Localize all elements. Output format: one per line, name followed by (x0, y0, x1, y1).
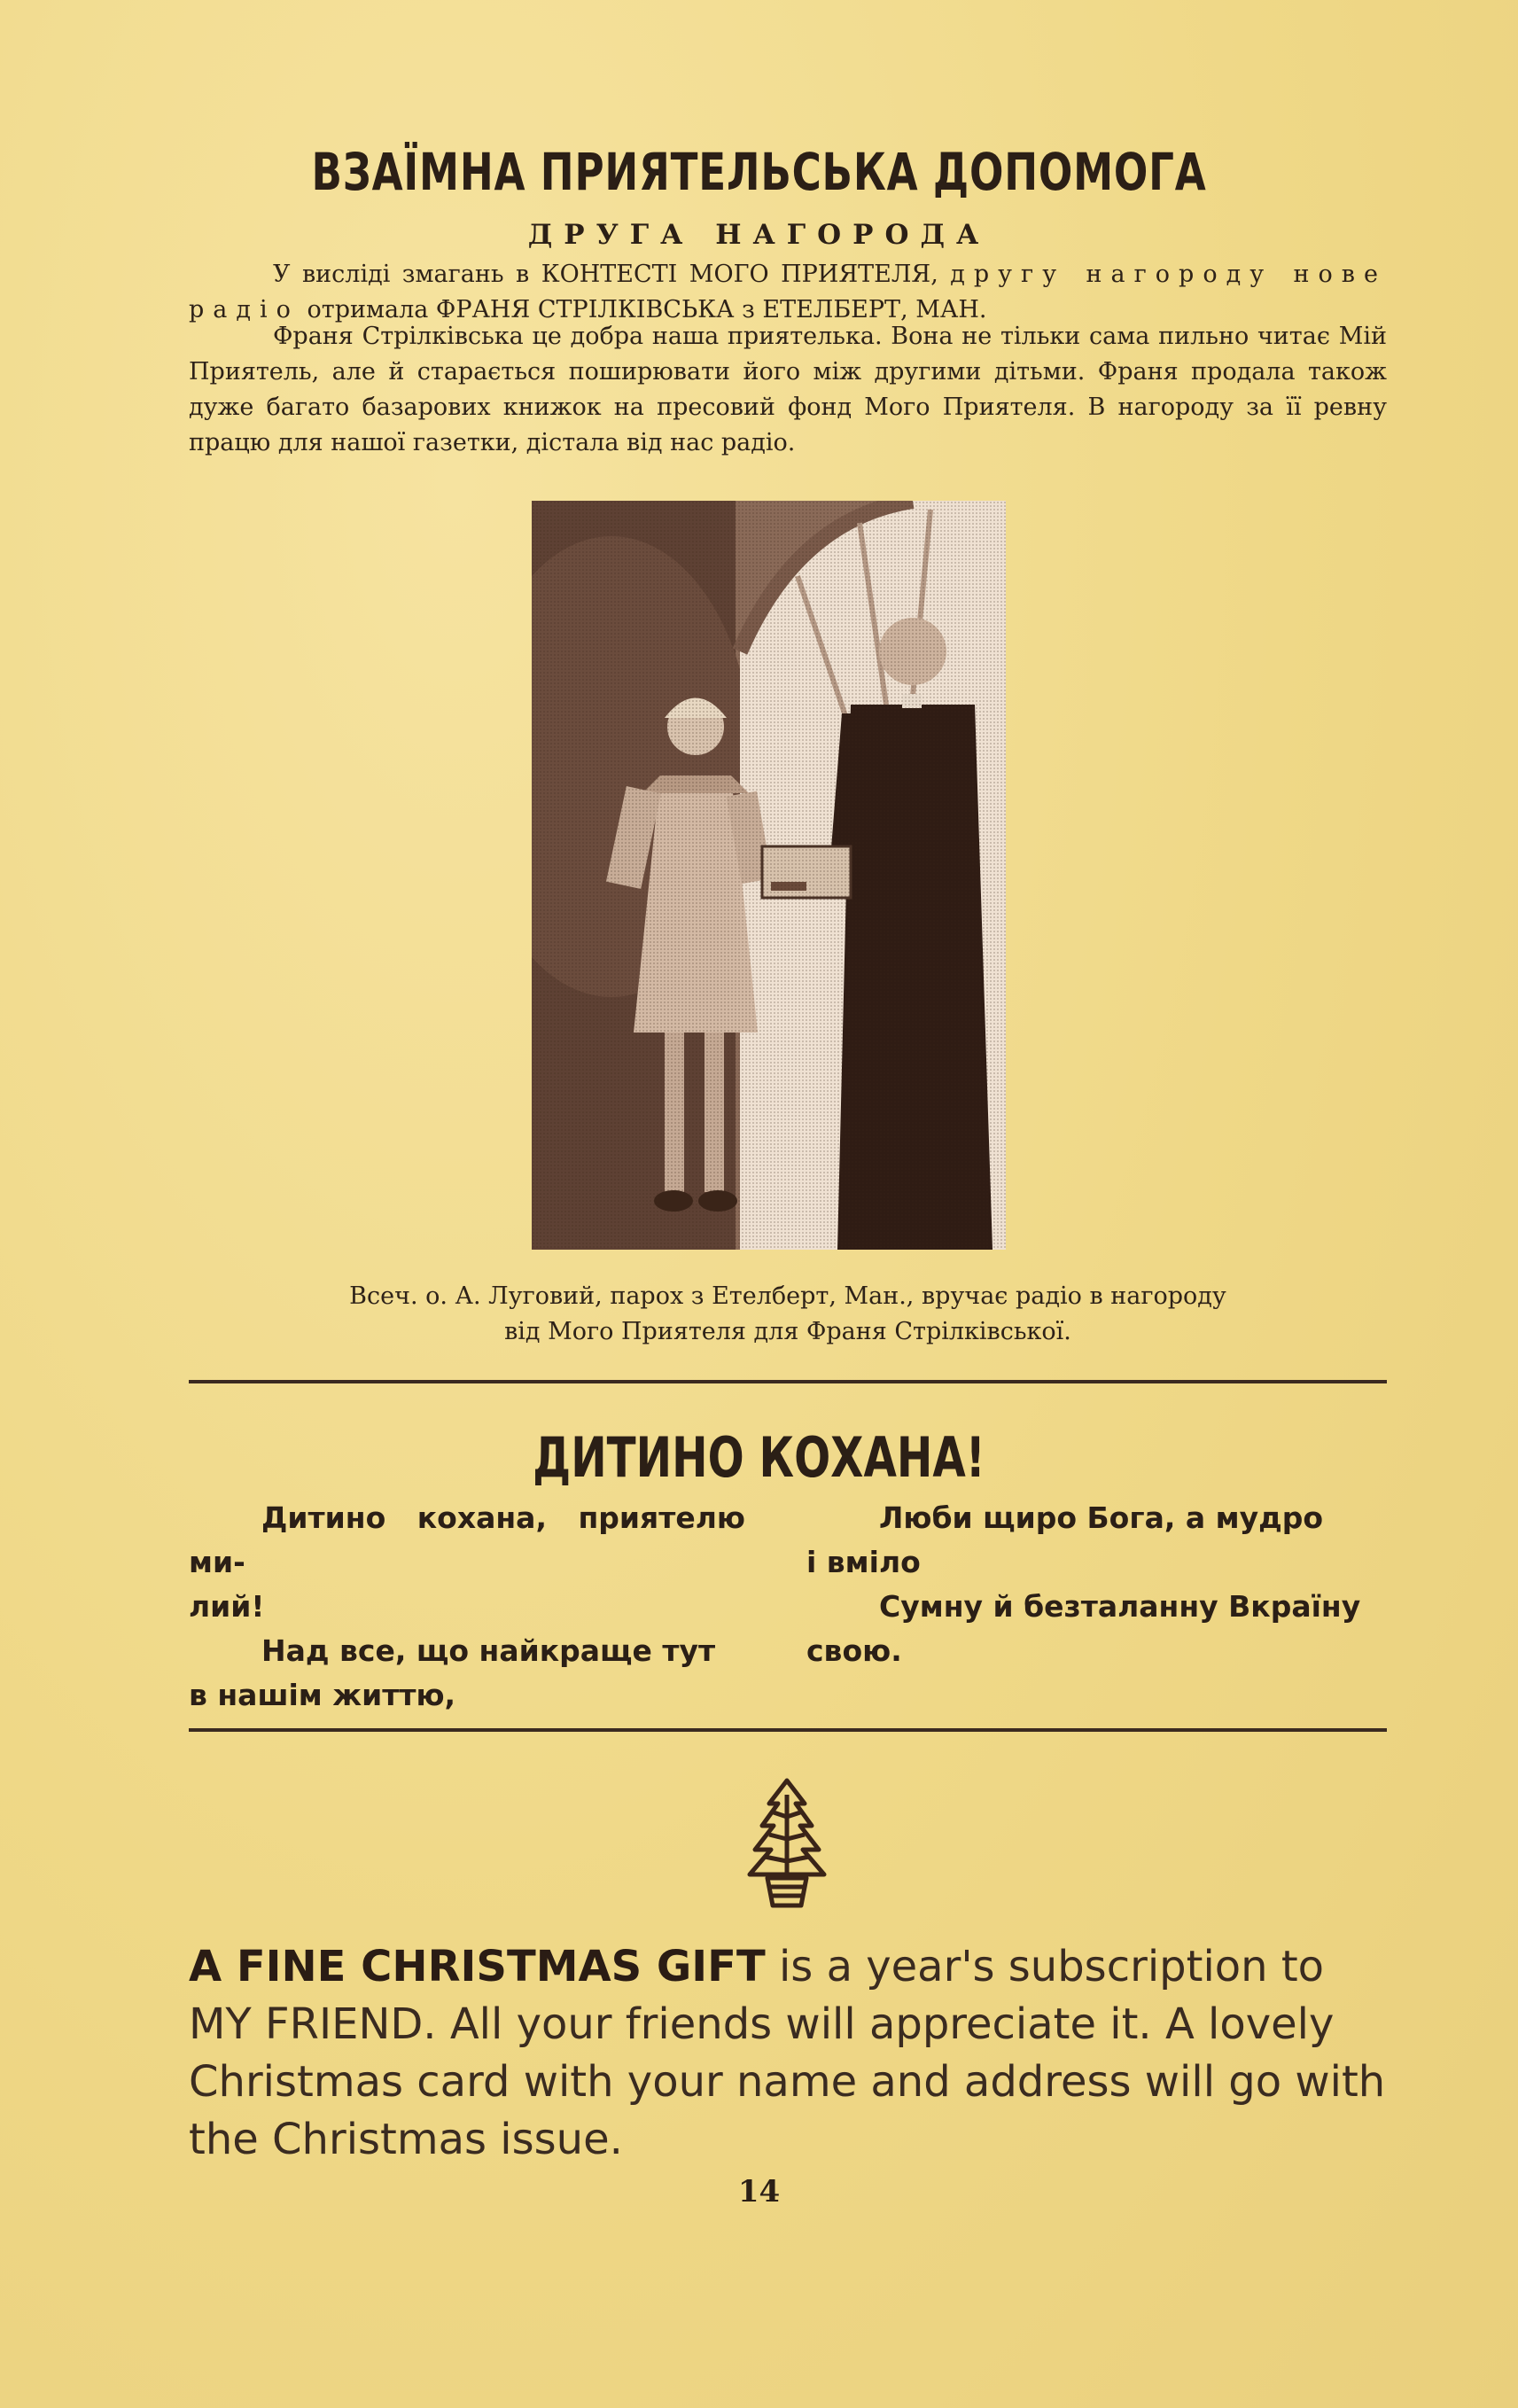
poem-left-line-2: лий! (189, 1589, 265, 1624)
ad-text: is a year's subscription to MY FRIEND. All your friends will appreciate it. A lovely Christmas card with your name and address will go with the Christmas issue. (189, 1942, 1386, 2164)
article-paragraph-2: Франя Стрілківська це добра наша приятелька. Вона не тільки сама пильно читає Мій Приятель, але й старається поширювати його між другими дітьми. Франя продала також дуже багато базарових книжок на пресовий фонд Мого Приятеля. В нагороду за її ревну працю для нашої газетки, дістала від нас радіо. (189, 323, 1387, 456)
poem-left-line-1: Дитино кохана, приятелю ми- (189, 1500, 745, 1579)
photo-caption (189, 1279, 1387, 1350)
ad-lead: A FINE CHRISTMAS GIFT (189, 1942, 766, 1991)
p1-part-c: отримала ФРАНЯ СТРІЛКІВСЬКА з ЕТЕЛБЕРТ, МАН. (307, 296, 987, 323)
christmas-gift-ad (189, 1938, 1394, 2169)
divider-rule-1 (189, 1380, 1387, 1383)
p1-part-b: другу нагороду нове радіо (189, 261, 1387, 323)
photo-girl-and-priest (532, 501, 1006, 1250)
p1-part-a: У висліді змагань в КОНТЕСТІ МОГО ПРИЯТЕЛЯ, (273, 261, 938, 288)
page-number: 14 (737, 2174, 781, 2209)
poem-title: ДИТИНО КОХАНА! (533, 1425, 985, 1490)
christmas-tree-drawing (743, 1777, 831, 1910)
article-title: ВЗАЇМНА ПРИЯТЕЛЬСЬКА ДОПОМОГА (311, 142, 1207, 202)
caption-line-2: від Мого Приятеля для Франя Стрілківської. (504, 1318, 1071, 1345)
poem-right-column (806, 1496, 1387, 1673)
article-subtitle: ДРУГА НАГОРОДА (527, 219, 991, 251)
poem-left-column (189, 1496, 745, 1718)
photo-illustration (532, 501, 1006, 1250)
divider-rule-2 (189, 1728, 1387, 1732)
poem-right-line-3: Сумну й безталанну Вкраїну (879, 1589, 1361, 1624)
poem-left-line-3: Над все, що найкраще тут (261, 1633, 716, 1668)
poem-left-line-4: в нашім життю, (189, 1678, 456, 1712)
article-paragraph-1 (189, 257, 1387, 328)
poem-right-line-4: свою. (806, 1633, 902, 1668)
poem-right-line-2: і вміло (806, 1545, 921, 1579)
caption-line-1: Всеч. о. А. Луговий, парох з Етелберт, Ман., вручає радіо в нагороду (349, 1282, 1226, 1310)
poem-right-line-1: Люби щиро Бога, а мудро (879, 1500, 1324, 1535)
christmas-tree-icon (743, 1777, 831, 1910)
